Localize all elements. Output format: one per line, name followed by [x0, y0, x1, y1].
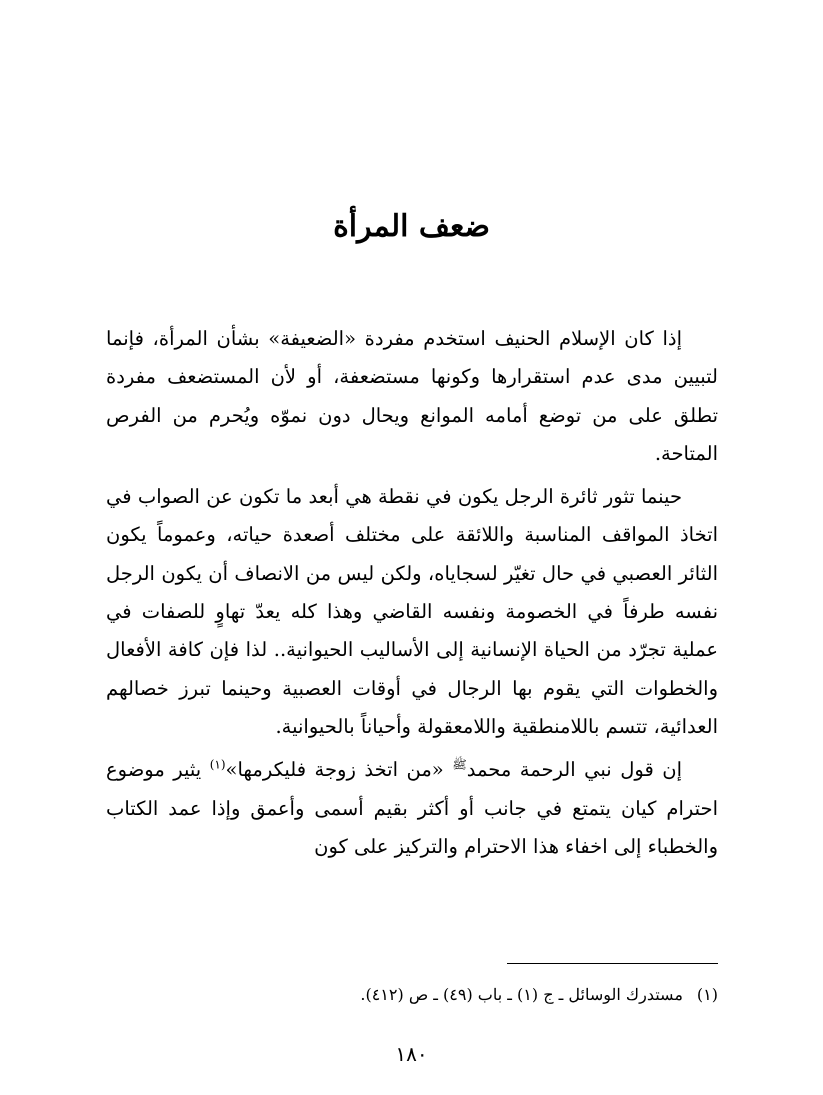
salawat-mark: ﷺ	[452, 757, 467, 772]
footnote	[106, 981, 718, 1009]
paragraph-2: حينما تثور ثائرة الرجل يكون في نقطة هي أبعد ما تكون عن الصواب في اتخاذ المواقف المناسبة واللائقة على مختلف أصعدة حياته، وعموماً يكون الثائر العصبي في حال تغيّر لسجاياه، ولكن ليس من الانصاف أن يكون الرجل نفسه طرفاً في الخصومة ونفسه القاضي وهذا كله يعدّ تهاوٍ للصفات في عملية تجرّد من الحياة الإنسانية إلى الأساليب الحيوانية.. لذا فإن كافة الأفعال والخطوات التي يقوم بها الرجال في أوقات العصبية وحينما تبرز خصالهم العدائية، تتسم باللامنطقية واللامعقولة وأحياناً بالحيوانية.	[106, 485, 718, 738]
paragraph-3	[106, 751, 718, 866]
page-number: ١٨٠	[395, 1042, 428, 1066]
footnote-text: مستدرك الوسائل ـ ج (١) ـ باب (٤٩) ـ ص (٤١٢).	[360, 985, 683, 1004]
paragraph-1: إذا كان الإسلام الحنيف استخدم مفردة «الضعيفة» بشأن المرأة، فإنما لتبيين مدى عدم استقرارها وكونها مستضعفة، أو لأن المستضعف مفردة تطلق على من توضع أمامه الموانع ويحال دون نموّه ويُحرم من الفرص المتاحة.	[106, 327, 718, 465]
footnote-number: (١)	[696, 985, 718, 1004]
footnote-reference[interactable]: (١)	[209, 757, 226, 772]
chapter-title: ضعف المرأة	[333, 209, 490, 244]
footnote-separator	[507, 963, 718, 964]
paragraph-3-intro: إن قول نبي الرحمة محمد	[466, 758, 682, 782]
paragraph-3-continuation: يثير موضوع احترام كيان يتمتع في جانب أو أكثر بقيم أسمى وأعمق وإذا عمد الكتاب والخطباء إلى اخفاء هذا الاحترام والتركيز على كون	[106, 758, 718, 858]
hadith-quote: «من اتخذ زوجة فليكرمها»	[225, 758, 453, 782]
body-text	[106, 320, 718, 866]
